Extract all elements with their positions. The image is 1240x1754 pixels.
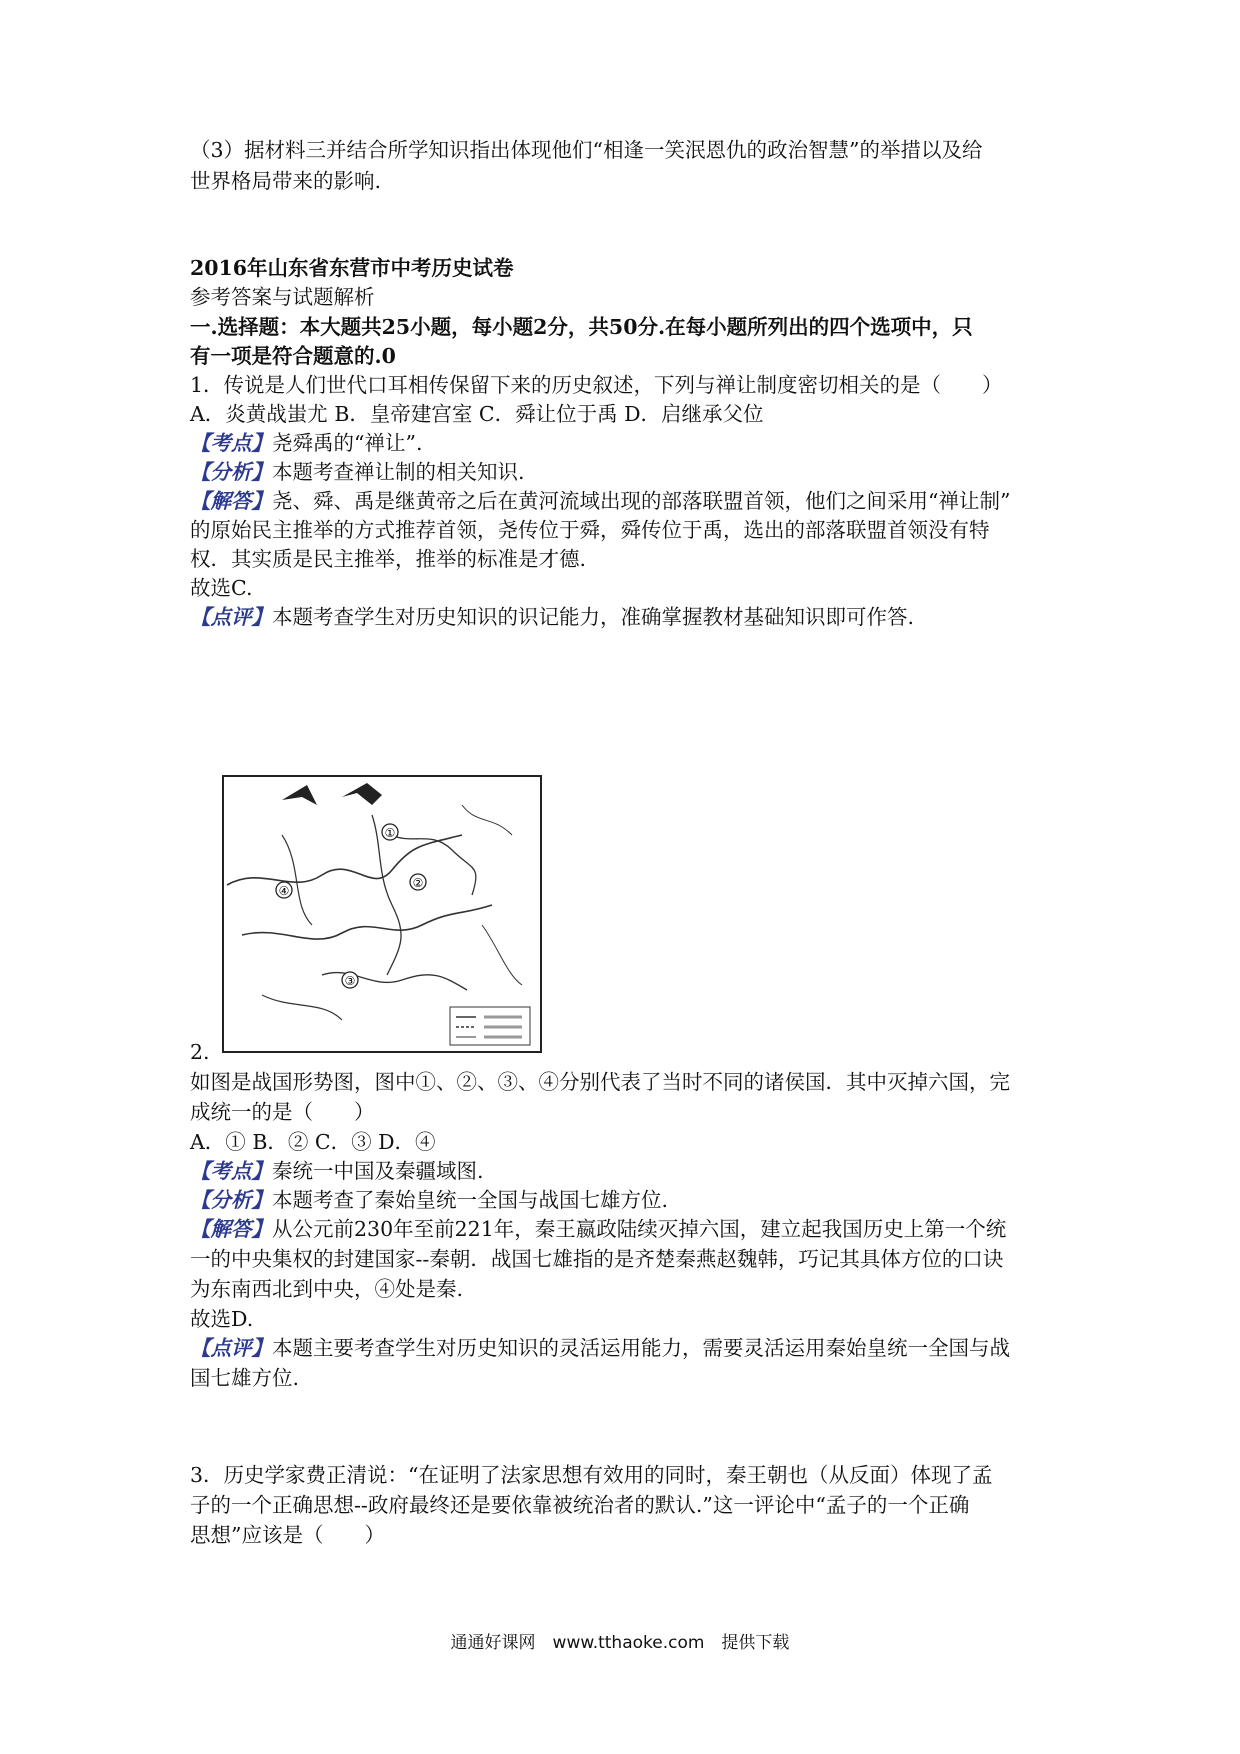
q1-dianping (190, 602, 914, 632)
q3-stem-line3: 思想”应该是（ ） (190, 1523, 385, 1547)
fenxi-text: 本题考查了秦始皇统一全国与战国七雄方位. (272, 1188, 669, 1212)
dianping-text: 本题主要考查学生对历史知识的灵活运用能力，需要灵活运用秦始皇统一全国与战 (272, 1336, 1010, 1360)
q2-fenxi (190, 1185, 668, 1215)
page-footer: 通通好课网 www.tthaoke.com 提供下载 (450, 1633, 790, 1653)
q3-part3-line2: 世界格局带来的影响. (190, 169, 382, 193)
warring-states-map (222, 775, 542, 1053)
q2-dianping-line2: 国七雄方位. (190, 1366, 300, 1390)
q1-kaodian (190, 428, 422, 458)
q1-choice: 故选C. (190, 576, 253, 600)
answer-title: 2016年山东省东营市中考历史试卷 (190, 256, 514, 280)
q2-options: A．① B．② C．③ D．④ (190, 1130, 436, 1154)
q2-kaodian (190, 1156, 484, 1186)
q2-choice: 故选D. (190, 1307, 254, 1331)
q2-jieda-line3: 为东南西北到中央，④处是秦. (190, 1277, 464, 1301)
answer-subtitle: 参考答案与试题解析 (190, 285, 375, 309)
fenxi-text: 本题考查禅让制的相关知识. (272, 460, 525, 484)
q1-options: A．炎黄战蚩尤 B．皇帝建宫室 C．舜让位于禹 D．启继承父位 (190, 402, 764, 426)
q2-stem-line1: 如图是战国形势图，图中①、②、③、④分别代表了当时不同的诸侯国．其中灭掉六国，完 (190, 1070, 1010, 1094)
map-marker-2 (410, 874, 426, 890)
q1-jieda-line3: 权．其实质是民主推举，推举的标准是才德. (190, 547, 587, 571)
svg-text:④: ④ (278, 884, 290, 898)
q2-dianping-line1 (190, 1333, 1010, 1363)
fenxi-tag: 【分析】 (190, 1188, 272, 1212)
map-marker-1 (382, 824, 398, 840)
dianping-tag: 【点评】 (190, 1336, 272, 1360)
jieda-tag: 【解答】 (190, 1217, 272, 1241)
q3-stem-line2: 子的一个正确思想--政府最终还是要依靠被统治者的默认.”这一评论中“孟子的一个正确 (190, 1493, 970, 1517)
q2-jieda-line1 (190, 1214, 1006, 1244)
svg-text:②: ② (412, 876, 424, 890)
fenxi-tag: 【分析】 (190, 460, 272, 484)
svg-text:③: ③ (344, 974, 356, 988)
kaodian-tag: 【考点】 (190, 1159, 272, 1183)
svg-text:①: ① (384, 826, 396, 840)
q1-jieda-line2: 的原始民主推举的方式推荐首领，尧传位于舜，舜传位于禹，选出的部落联盟首领没有特 (190, 518, 990, 542)
q2-number: 2. (190, 1040, 210, 1064)
q1-fenxi (190, 457, 525, 487)
q3-stem-line1: 3．历史学家费正清说：“在证明了法家思想有效用的同时，秦王朝也（从反面）体现了孟 (190, 1463, 993, 1487)
q1-jieda-line1 (190, 486, 1010, 516)
section-heading-line1: 一.选择题：本大题共25小题，每小题2分，共50分.在每小题所列出的四个选项中，只 (190, 315, 973, 339)
jieda-tag: 【解答】 (190, 489, 272, 513)
dianping-tag: 【点评】 (190, 605, 272, 629)
map-marker-3 (342, 972, 358, 988)
kaodian-text: 尧舜禹的“禅让”. (272, 431, 423, 455)
kaodian-text: 秦统一中国及秦疆域图. (272, 1159, 484, 1183)
jieda-text: 尧、舜、禹是继黄帝之后在黄河流域出现的部落联盟首领，他们之间采用“禅让制” (272, 489, 1011, 513)
q3-part3-line1: （3）据材料三并结合所学知识指出体现他们“相逢一笑泯恩仇的政治智慧”的举措以及给 (190, 138, 983, 162)
q2-jieda-line2: 一的中央集权的封建国家--秦朝．战国七雄指的是齐楚秦燕赵魏韩，巧记其具体方位的口诀 (190, 1247, 1004, 1271)
q1-stem: 1．传说是人们世代口耳相传保留下来的历史叙述，下列与禅让制度密切相关的是（ ） (190, 373, 1003, 397)
jieda-text: 从公元前230年至前221年，秦王嬴政陆续灭掉六国，建立起我国历史上第一个统 (272, 1217, 1007, 1241)
section-heading-line2: 有一项是符合题意的.0 (190, 344, 396, 368)
q2-stem-line2: 成统一的是（ ） (190, 1100, 375, 1124)
kaodian-tag: 【考点】 (190, 431, 272, 455)
dianping-text: 本题考查学生对历史知识的识记能力，准确掌握教材基础知识即可作答. (272, 605, 915, 629)
map-marker-4 (276, 882, 292, 898)
